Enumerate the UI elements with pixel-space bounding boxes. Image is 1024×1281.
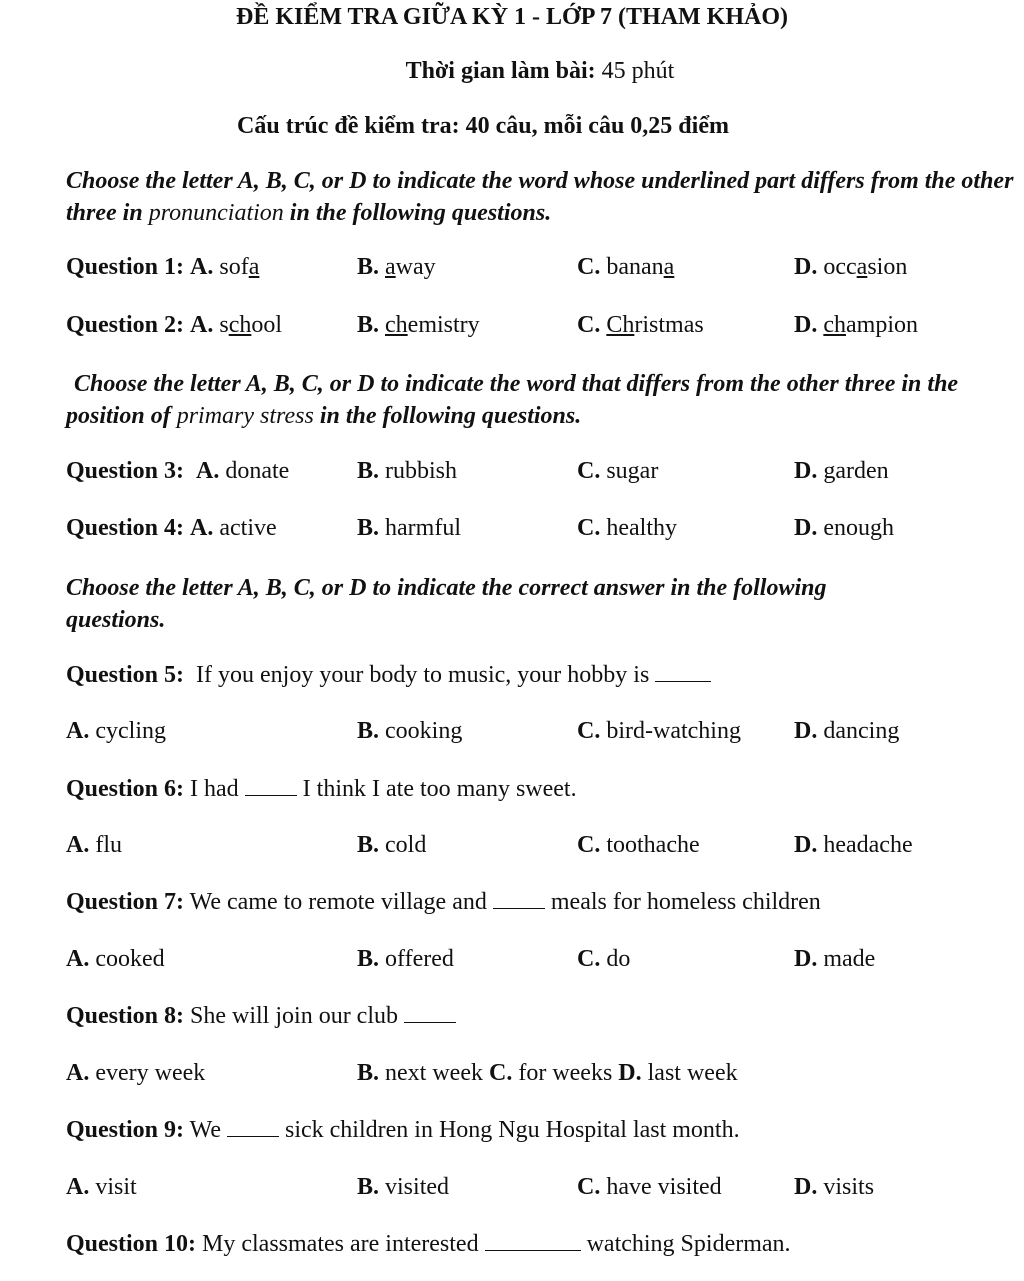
question-5: Question 5: If you enjoy your body to music, your hobby is xyxy=(66,662,711,689)
option-d[interactable]: D. headache xyxy=(794,832,913,858)
option-c[interactable]: C. do xyxy=(577,946,631,972)
question-label: Question 9: xyxy=(66,1117,185,1143)
question-label: Question 6: xyxy=(66,776,185,802)
option-d[interactable]: D. dancing xyxy=(794,718,900,744)
question-10: Question 10: My classmates are interested watching Spiderman. xyxy=(66,1231,791,1257)
question-8: Question 8: She will join our club xyxy=(66,1003,456,1030)
answer-blank xyxy=(245,777,297,796)
option-c[interactable]: C. healthy xyxy=(577,515,677,541)
question-label: Question 2: xyxy=(66,312,185,338)
option-d[interactable]: D. garden xyxy=(794,458,889,484)
option-d[interactable]: D. occasion xyxy=(794,254,908,280)
answer-blank xyxy=(485,1232,581,1251)
option-b[interactable]: B. offered xyxy=(357,946,454,972)
option-c[interactable]: C. sugar xyxy=(577,458,659,484)
option-a[interactable]: A. cooked xyxy=(66,946,165,972)
question-label: Question 1: xyxy=(66,254,185,280)
question-3: Question 3: A. donate xyxy=(66,458,290,484)
question-2: Question 2: A. school xyxy=(66,312,283,338)
option-c[interactable]: C. toothache xyxy=(577,832,700,858)
option-b[interactable]: B. cold xyxy=(357,832,427,858)
instruction-grammar: Choose the letter A, B, C, or D to indicate the correct answer in the following questions. xyxy=(66,575,827,633)
exam-structure: Cấu trúc đề kiểm tra: 40 câu, mỗi câu 0,25 điểm xyxy=(237,113,729,139)
exam-title: ĐỀ KIỂM TRA GIỮA KỲ 1 - LỚP 7 (THAM KHẢO) xyxy=(235,4,789,30)
option-c[interactable]: C. Christmas xyxy=(577,312,704,338)
option-b[interactable]: B. away xyxy=(357,254,436,280)
question-4: Question 4: A. active xyxy=(66,515,277,541)
option-d[interactable]: D. champion xyxy=(794,312,918,338)
question-label: Question 10: xyxy=(66,1231,197,1257)
question-6: Question 6: I had I think I ate too many sweet. xyxy=(66,776,577,802)
question-label: Question 3: xyxy=(66,458,185,484)
option-c[interactable]: C. have visited xyxy=(577,1174,722,1200)
option-d[interactable]: D. made xyxy=(794,946,876,972)
option-b[interactable]: B. visited xyxy=(357,1174,450,1200)
question-1: Question 1: A. sofa xyxy=(66,254,260,280)
option-b[interactable]: B. chemistry xyxy=(357,312,480,338)
question-label: Question 7: xyxy=(66,889,185,915)
option-b[interactable]: B. rubbish xyxy=(357,458,458,484)
option-b[interactable]: B. next week C. for weeks D. last week xyxy=(357,1060,738,1086)
instruction-pronunciation: Choose the letter A, B, C, or D to indicate the word whose underlined part differs from the other three in pronunciation in the following questions. xyxy=(66,168,1014,226)
question-label: Question 4: xyxy=(66,515,185,541)
instruction-stress: Choose the letter A, B, C, or D to indicate the word that differs from the other three in the position of primary stress in the following questions. xyxy=(66,371,959,429)
question-label: Question 5: xyxy=(66,662,185,688)
option-d[interactable]: D. visits xyxy=(794,1174,875,1200)
option-a[interactable]: A. cycling xyxy=(66,718,166,744)
option-b[interactable]: B. cooking xyxy=(357,718,463,744)
time-label: Thời gian làm bài: xyxy=(405,58,596,84)
answer-blank xyxy=(655,663,711,682)
time-value: 45 phút xyxy=(601,58,675,84)
question-label: Question 8: xyxy=(66,1003,185,1029)
option-a[interactable]: A. flu xyxy=(66,832,123,858)
option-a[interactable]: A. every week xyxy=(66,1060,206,1086)
option-c[interactable]: C. banana xyxy=(577,254,675,280)
option-c[interactable]: C. bird-watching xyxy=(577,718,741,744)
answer-blank xyxy=(404,1004,456,1023)
question-7: Question 7: We came to remote village and meals for homeless children xyxy=(66,889,821,915)
option-a[interactable]: A. visit xyxy=(66,1174,137,1200)
time-line xyxy=(0,58,1024,85)
option-d[interactable]: D. enough xyxy=(794,515,894,541)
answer-blank xyxy=(493,890,545,909)
answer-blank xyxy=(227,1118,279,1137)
question-9: Question 9: We sick children in Hong Ngu Hospital last month. xyxy=(66,1117,740,1143)
option-b[interactable]: B. harmful xyxy=(357,515,461,541)
